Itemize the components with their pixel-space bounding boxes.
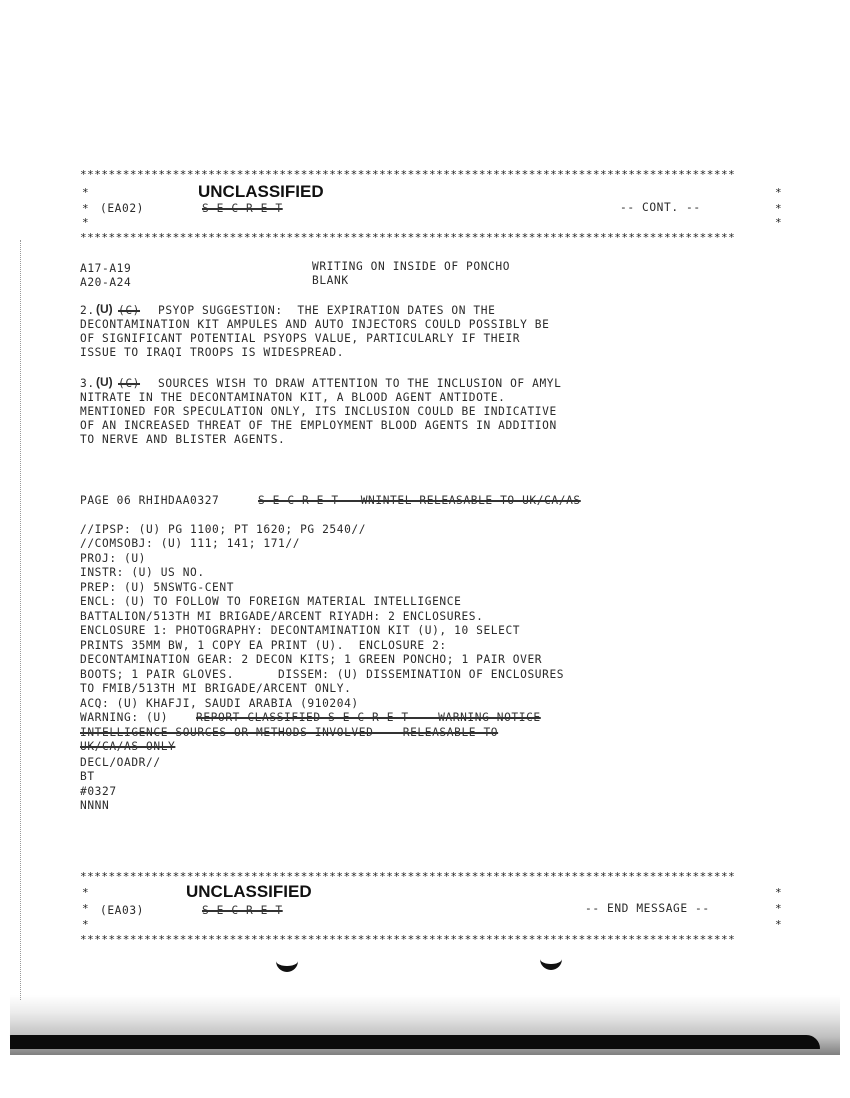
header-stars-bottom: ********************************************************************************************	[80, 231, 736, 244]
para-line: PSYOP SUGGESTION: THE EXPIRATION DATES ON THE	[158, 304, 496, 317]
header-code: (EA02)	[100, 202, 145, 215]
page-struck-caveat: S E C R E T WNINTEL RELEASABLE TO UK/CA/AS	[258, 494, 581, 507]
para-line: OF AN INCREASED THREAT OF THE EMPLOYMENT BLOOD AGENTS IN ADDITION	[80, 419, 557, 432]
para-line: DECONTAMINATION KIT AMPULES AND AUTO INJECTORS COULD POSSIBLY BE	[80, 318, 550, 331]
para-line: MENTIONED FOR SPECULATION ONLY, ITS INCLUSION COULD BE INDICATIVE	[80, 405, 557, 418]
header-stars-top: ********************************************************************************************	[80, 168, 736, 181]
scan-margin-artifact	[20, 240, 22, 1000]
body-line: BOOTS; 1 PAIR GLOVES. DISSEM: (U) DISSEMINATION OF ENCLOSURES	[80, 668, 565, 681]
body-line: ENCL: (U) TO FOLLOW TO FOREIGN MATERIAL INTELLIGENCE	[80, 595, 462, 608]
footer-classification: UNCLASSIFIED	[186, 882, 312, 901]
listing-range: A20-A24	[80, 276, 132, 289]
body-line: PRINTS 35MM BW, 1 COPY EA PRINT (U). ENCLOSURE 2:	[80, 639, 447, 652]
warning-struck-line: REPORT CLASSIFIED S E C R E T WARNING NOTICE	[196, 711, 541, 724]
header-classification: UNCLASSIFIED	[198, 182, 324, 201]
footer-struck-secret: S E C R E T	[202, 904, 283, 917]
para-line: OF SIGNIFICANT POTENTIAL PSYOPS VALUE, PARTICULARLY IF THEIR	[80, 332, 521, 345]
body-line: ACQ: (U) KHAFJI, SAUDI ARABIA (910204)	[80, 697, 359, 710]
body-line: PREP: (U) 5NSWTG-CENT	[80, 581, 235, 594]
para-line: SOURCES WISH TO DRAW ATTENTION TO THE INCLUSION OF AMYL	[158, 377, 562, 390]
tail-line: NNNN	[80, 799, 110, 812]
tail-line: #0327	[80, 785, 117, 798]
listing-desc: WRITING ON INSIDE OF PONCHO	[312, 260, 511, 273]
para-mark: (U)	[96, 375, 113, 389]
header-cont: -- CONT. --	[620, 201, 701, 214]
tail-line: BT	[80, 770, 95, 783]
punch-hole-mark	[540, 950, 562, 970]
para-mark: (U)	[96, 302, 113, 316]
para-number: 2.	[80, 304, 95, 317]
listing-desc: BLANK	[312, 274, 349, 287]
para-struck-mark: (C)	[118, 304, 141, 317]
warning-struck-line: UK/CA/AS ONLY	[80, 740, 176, 753]
body-line: PROJ: (U)	[80, 552, 147, 565]
para-line: NITRATE IN THE DECONTAMINATON KIT, A BLOOD AGENT ANTIDOTE.	[80, 391, 506, 404]
para-line: TO NERVE AND BLISTER AGENTS.	[80, 433, 286, 446]
body-line: DECONTAMINATION GEAR: 2 DECON KITS; 1 GREEN PONCHO; 1 PAIR OVER	[80, 653, 543, 666]
tail-line: DECL/OADR//	[80, 756, 161, 769]
body-line: //IPSP: (U) PG 1100; PT 1620; PG 2540//	[80, 523, 367, 536]
punch-hole-mark	[276, 952, 298, 972]
page-id: PAGE 06 RHIHDAA0327	[80, 494, 220, 507]
footer-code: (EA03)	[100, 904, 145, 917]
warning-label: WARNING: (U)	[80, 711, 169, 724]
body-line: INSTR: (U) US NO.	[80, 566, 205, 579]
para-struck-mark: (C)	[118, 377, 141, 390]
para-number: 3.	[80, 377, 95, 390]
body-line: BATTALION/513TH MI BRIGADE/ARCENT RIYADH: 2 ENCLOSURES.	[80, 610, 484, 623]
body-line: TO FMIB/513TH MI BRIGADE/ARCENT ONLY.	[80, 682, 352, 695]
footer-stars-top: ********************************************************************************************	[80, 870, 736, 883]
footer-end-message: -- END MESSAGE --	[585, 902, 710, 915]
para-line: ISSUE TO IRAQI TROOPS IS WIDESPREAD.	[80, 346, 345, 359]
warning-struck-line: INTELLIGENCE SOURCES OR METHODS INVOLVED RELEASABLE TO	[80, 726, 499, 739]
footer-stars-bottom: ********************************************************************************************	[80, 933, 736, 946]
scan-edge-bar	[10, 1035, 820, 1049]
body-line: //COMSOBJ: (U) 111; 141; 171//	[80, 537, 301, 550]
header-struck-secret: S E C R E T	[202, 202, 283, 215]
listing-range: A17-A19	[80, 262, 132, 275]
body-line: ENCLOSURE 1: PHOTOGRAPHY: DECONTAMINATION KIT (U), 10 SELECT	[80, 624, 521, 637]
